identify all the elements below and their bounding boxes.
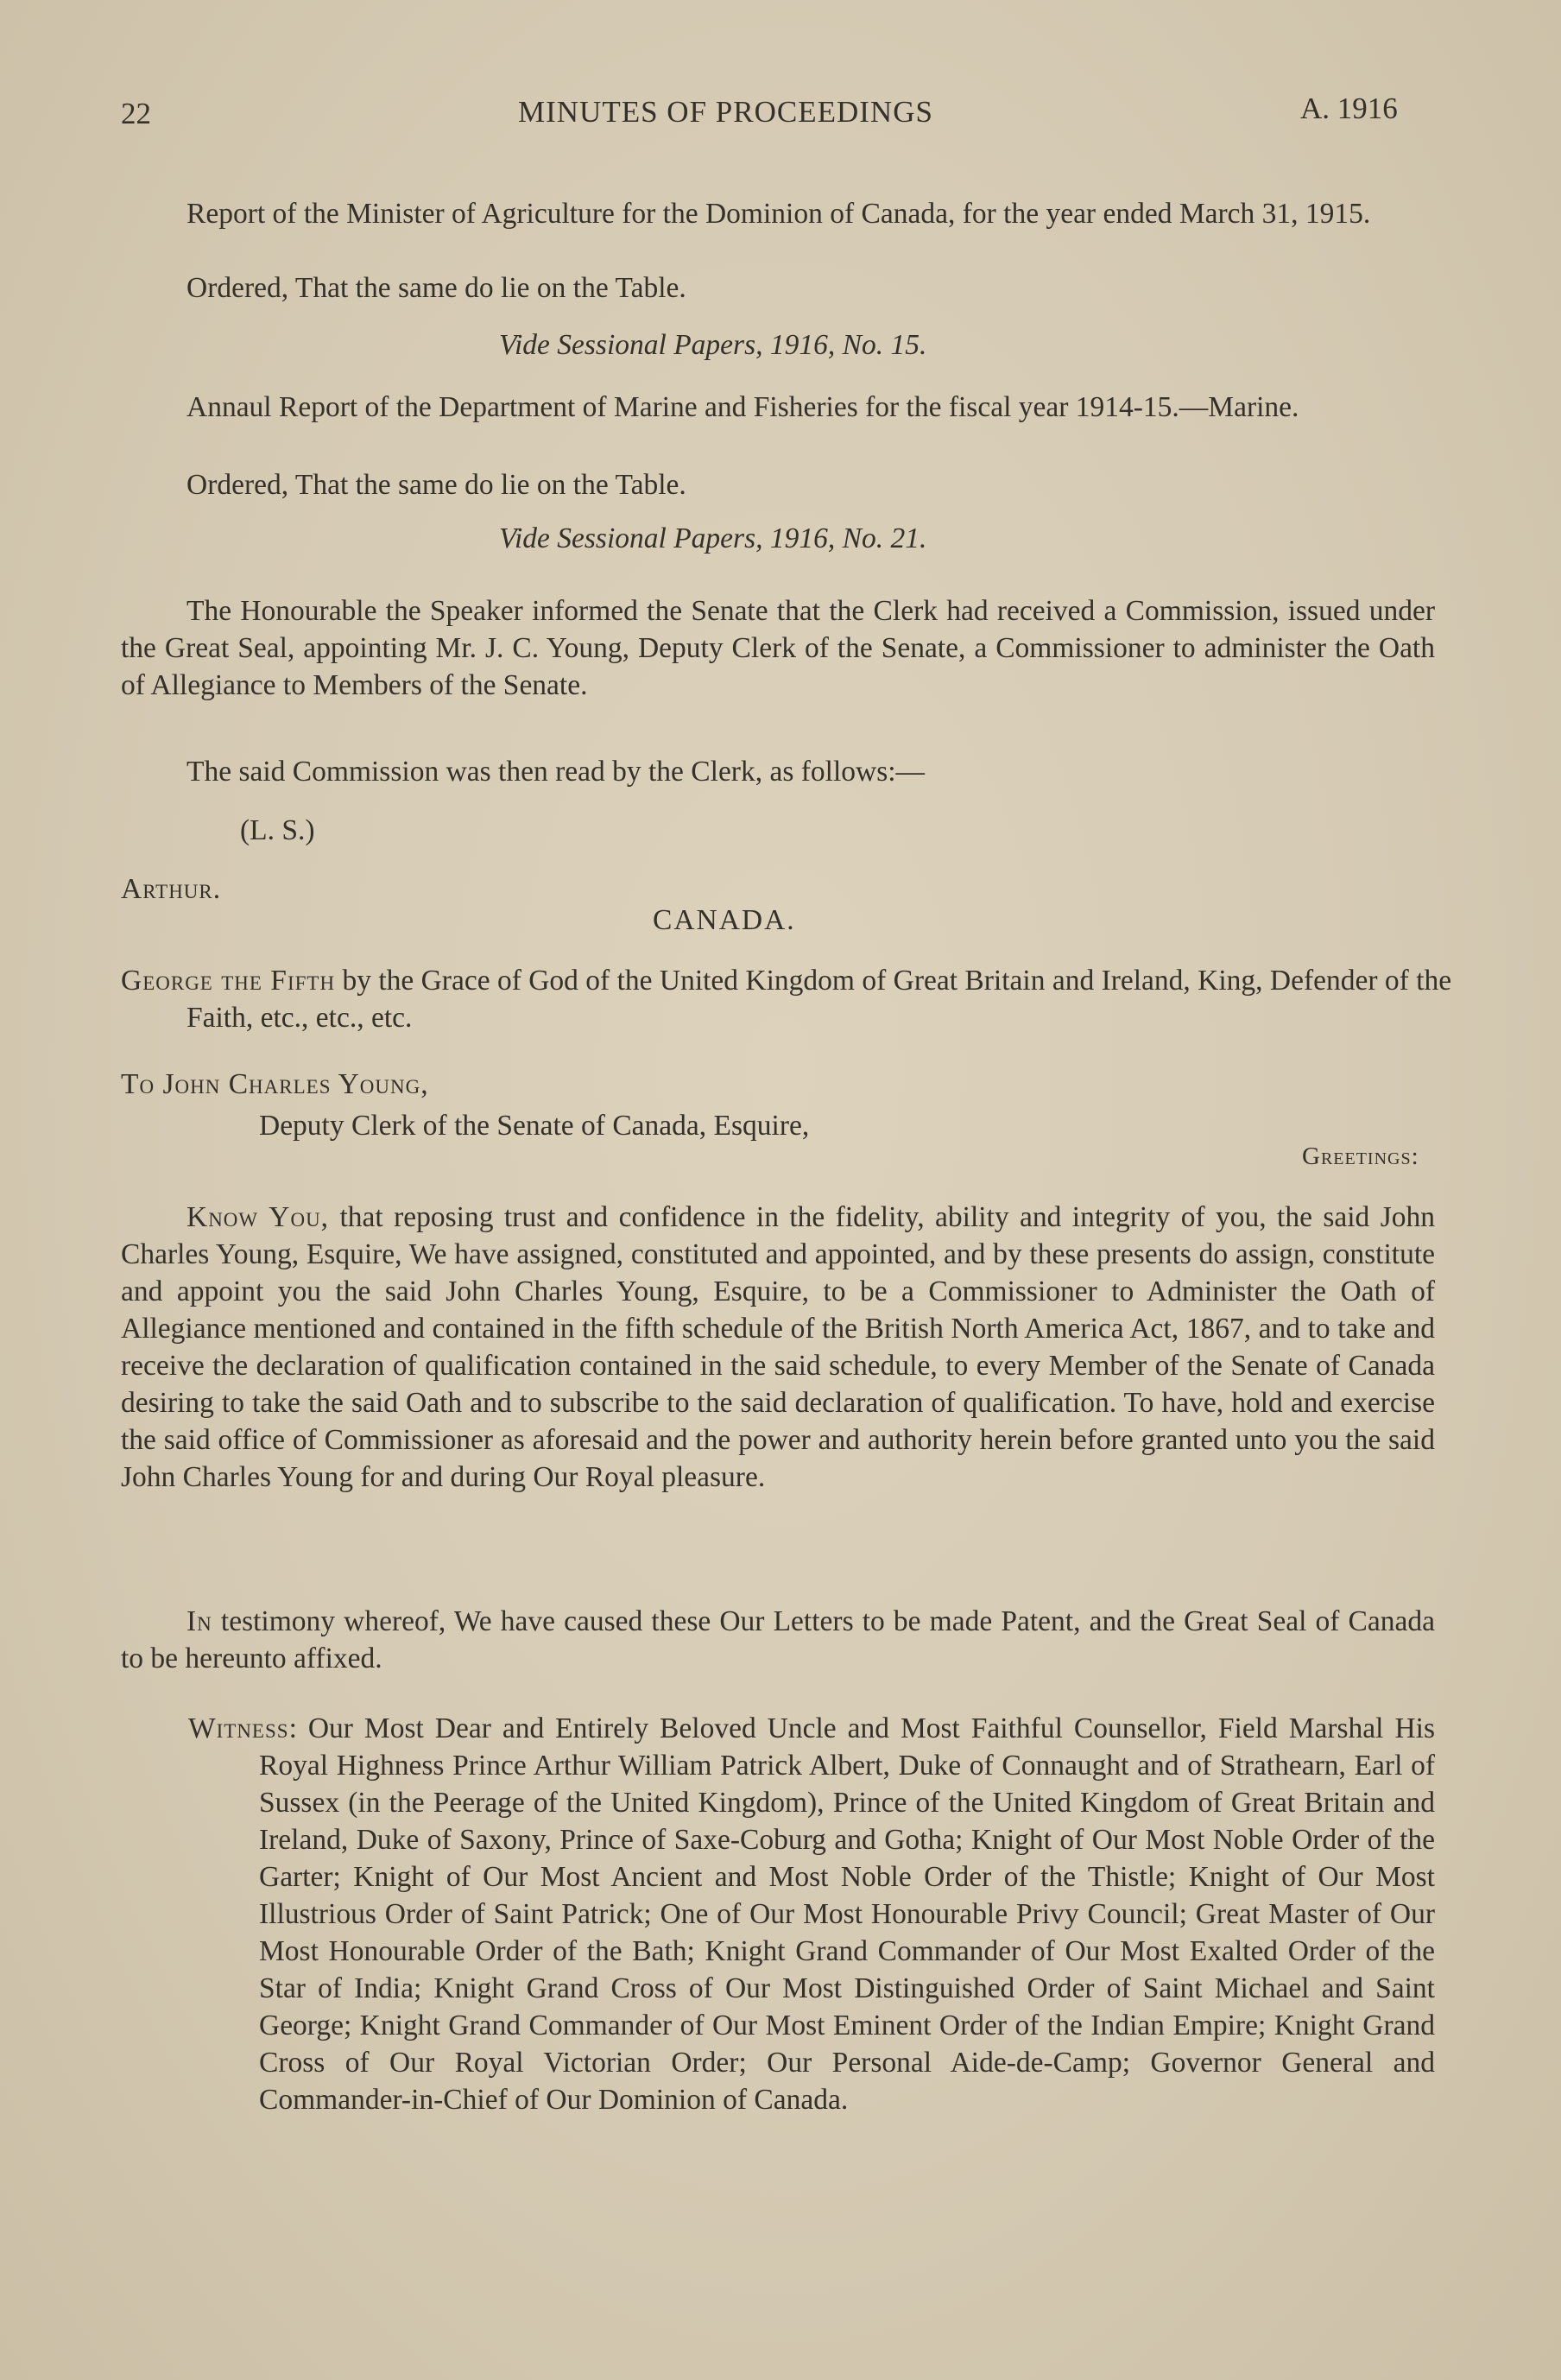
report-agriculture: Report of the Minister of Agriculture for the Dominion of Canada, for the year ended March 31, 1915.: [186, 198, 1371, 230]
ordered-line-2: Ordered, That the same do lie on the Table.: [186, 469, 686, 501]
page-number: 22: [121, 97, 151, 130]
seal-marker: (L. S.): [240, 814, 315, 846]
royal-name: George the Fifth: [121, 965, 336, 997]
running-title: MINUTES OF PROCEEDINGS: [518, 95, 933, 129]
report-marine-fisheries: Annaul Report of the Department of Marine and Fisheries for the fiscal year 1914-15.—Marine.: [186, 391, 1299, 423]
testimony-text: testimony whereof, We have caused these Our Letters to be made Patent, and the Great Seal of Canada to be hereunto affixed.: [121, 1605, 1435, 1674]
commission-body-text: that reposing trust and confidence in the fidelity, ability and integrity of you, the said John Charles Young, Esquire, We have assigned, constituted and appointed, and by these presents do assign, constitute and appoint you the said John Charles Young, Esquire, to be a Commissioner to Administer the Oath of Allegiance mentioned and contained in the fifth schedule of the British North America Act, 1867, and to take and receive the declaration of qualification contained in the said schedule, to every Member of the Senate of Canada desiring to take the said Oath and to subscribe to the said declaration of qualification. To have, hold and exercise the said office of Commissioner as aforesaid and the power and authority herein before granted unto you the said John Charles Young for and during Our Royal pleasure.: [121, 1201, 1435, 1493]
addressee-name: To John Charles Young,: [121, 1068, 429, 1100]
royal-style-text: by the Grace of God of the United Kingdom of Great Britain and Ireland, King, Defender of the Faith, etc., etc., etc.: [186, 965, 1452, 1034]
speaker-paragraph: The Honourable the Speaker informed the Senate that the Clerk had received a Commission, issued under the Great Seal, appointing Mr. J. C. Young, Deputy Clerk of the Senate, a Commissioner to administer the Oath of Allegiance to Members of the Senate.: [121, 595, 1435, 701]
signature-arthur: Arthur.: [121, 873, 222, 905]
commission-read-line: The said Commission was then read by the Clerk, as follows:—: [186, 756, 926, 788]
greetings-label: Greetings:: [1302, 1143, 1419, 1170]
in-testimony-lead: In: [186, 1605, 212, 1637]
session-year: A. 1916: [1300, 92, 1398, 125]
witness-lead: Witness: [188, 1712, 289, 1744]
royal-style-paragraph: [121, 962, 1501, 1036]
sessional-paper-ref-1: Vide Sessional Papers, 1916, No. 15.: [499, 329, 927, 361]
sessional-paper-ref-2: Vide Sessional Papers, 1916, No. 21.: [499, 522, 927, 554]
testimony-paragraph: [121, 1603, 1435, 1677]
witness-text: : Our Most Dear and Entirely Beloved Uncle and Most Faithful Counsellor, Field Marshal His Royal Highness Prince Arthur William Patrick Albert, Duke of Connaught and of Strathearn, Earl of Sussex (in the Peerage of the United Kingdom), Prince of the United Kingdom of Great Britain and Ireland, Duke of Saxony, Prince of Saxe-Coburg and Gotha; Knight of Our Most Noble Order of the Garter; Knight of Our Most Ancient and Most Noble Order of the Thistle; Knight of Our Most Illustrious Order of Saint Patrick; One of Our Most Honourable Privy Council; Great Master of Our Most Honourable Order of the Bath; Knight Grand Commander of Our Most Exalted Order of the Star of India; Knight Grand Cross of Our Most Distinguished Order of Saint Michael and Saint George; Knight Grand Commander of Our Most Eminent Order of the Indian Empire; Knight Grand Cross of Our Royal Victorian Order; Our Personal Aide-de-Camp; Governor General and Commander-in-Chief of Our Dominion of Canada.: [259, 1712, 1435, 2116]
know-you-lead: Know You,: [186, 1201, 330, 1233]
commission-body-paragraph: [121, 1199, 1435, 1496]
witness-paragraph: [188, 1710, 1435, 2118]
canada-heading: CANADA.: [653, 904, 796, 936]
ordered-line-1: Ordered, That the same do lie on the Table.: [186, 272, 686, 304]
addressee-title: Deputy Clerk of the Senate of Canada, Esquire,: [259, 1110, 810, 1142]
